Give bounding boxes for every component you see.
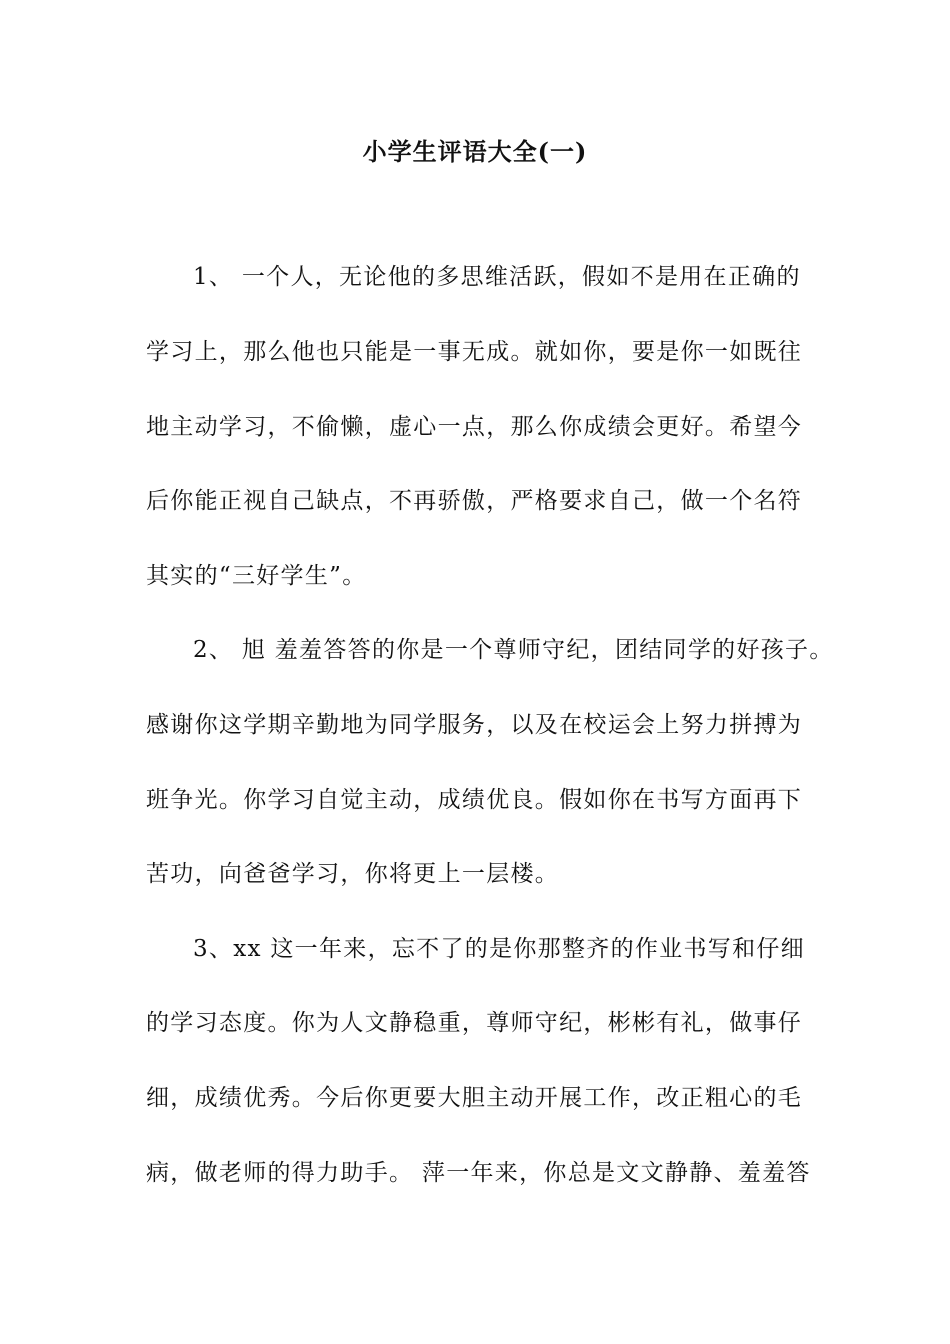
paragraph-1-line-3: 地主动学习，不偷懒，虚心一点，那么你成绩会更好。希望今 bbox=[146, 414, 803, 440]
paragraph-3-line-2: 的学习态度。你为人文静稳重，尊师守纪，彬彬有礼，做事仔 bbox=[146, 1010, 803, 1036]
paragraph-1-line-1: 1、 一个人，无论他的多思维活跃，假如不是用在正确的 bbox=[193, 264, 801, 290]
paragraph-2-line-3: 班争光。你学习自觉主动，成绩优良。假如你在书写方面再下 bbox=[146, 787, 803, 813]
paragraph-3-line-3: 细，成绩优秀。今后你更要大胆主动开展工作，改正粗心的毛 bbox=[146, 1085, 803, 1111]
paragraph-3-line-4: 病，做老师的得力助手。 萍一年来，你总是文文静静、羞羞答 bbox=[146, 1160, 811, 1186]
paragraph-3-line-1: 3、xx 这一年来，忘不了的是你那整齐的作业书写和仔细 bbox=[193, 936, 805, 962]
document-title: 小学生评语大全(一) bbox=[362, 137, 588, 166]
paragraph-1-line-2: 学习上，那么他也只能是一事无成。就如你，要是你一如既往 bbox=[146, 339, 803, 365]
paragraph-2-line-4: 苦功，向爸爸学习，你将更上一层楼。 bbox=[146, 861, 560, 887]
paragraph-1-line-4: 后你能正视自己缺点，不再骄傲，严格要求自己，做一个名符 bbox=[146, 488, 803, 514]
paragraph-1-line-5: 其实的“三好学生”。 bbox=[146, 563, 367, 589]
paragraph-2-line-1: 2、 旭 羞羞答答的你是一个尊师守纪，团结同学的好孩子。 bbox=[193, 637, 834, 663]
paragraph-2-line-2: 感谢你这学期辛勤地为同学服务，以及在校运会上努力拼搏为 bbox=[146, 712, 803, 738]
